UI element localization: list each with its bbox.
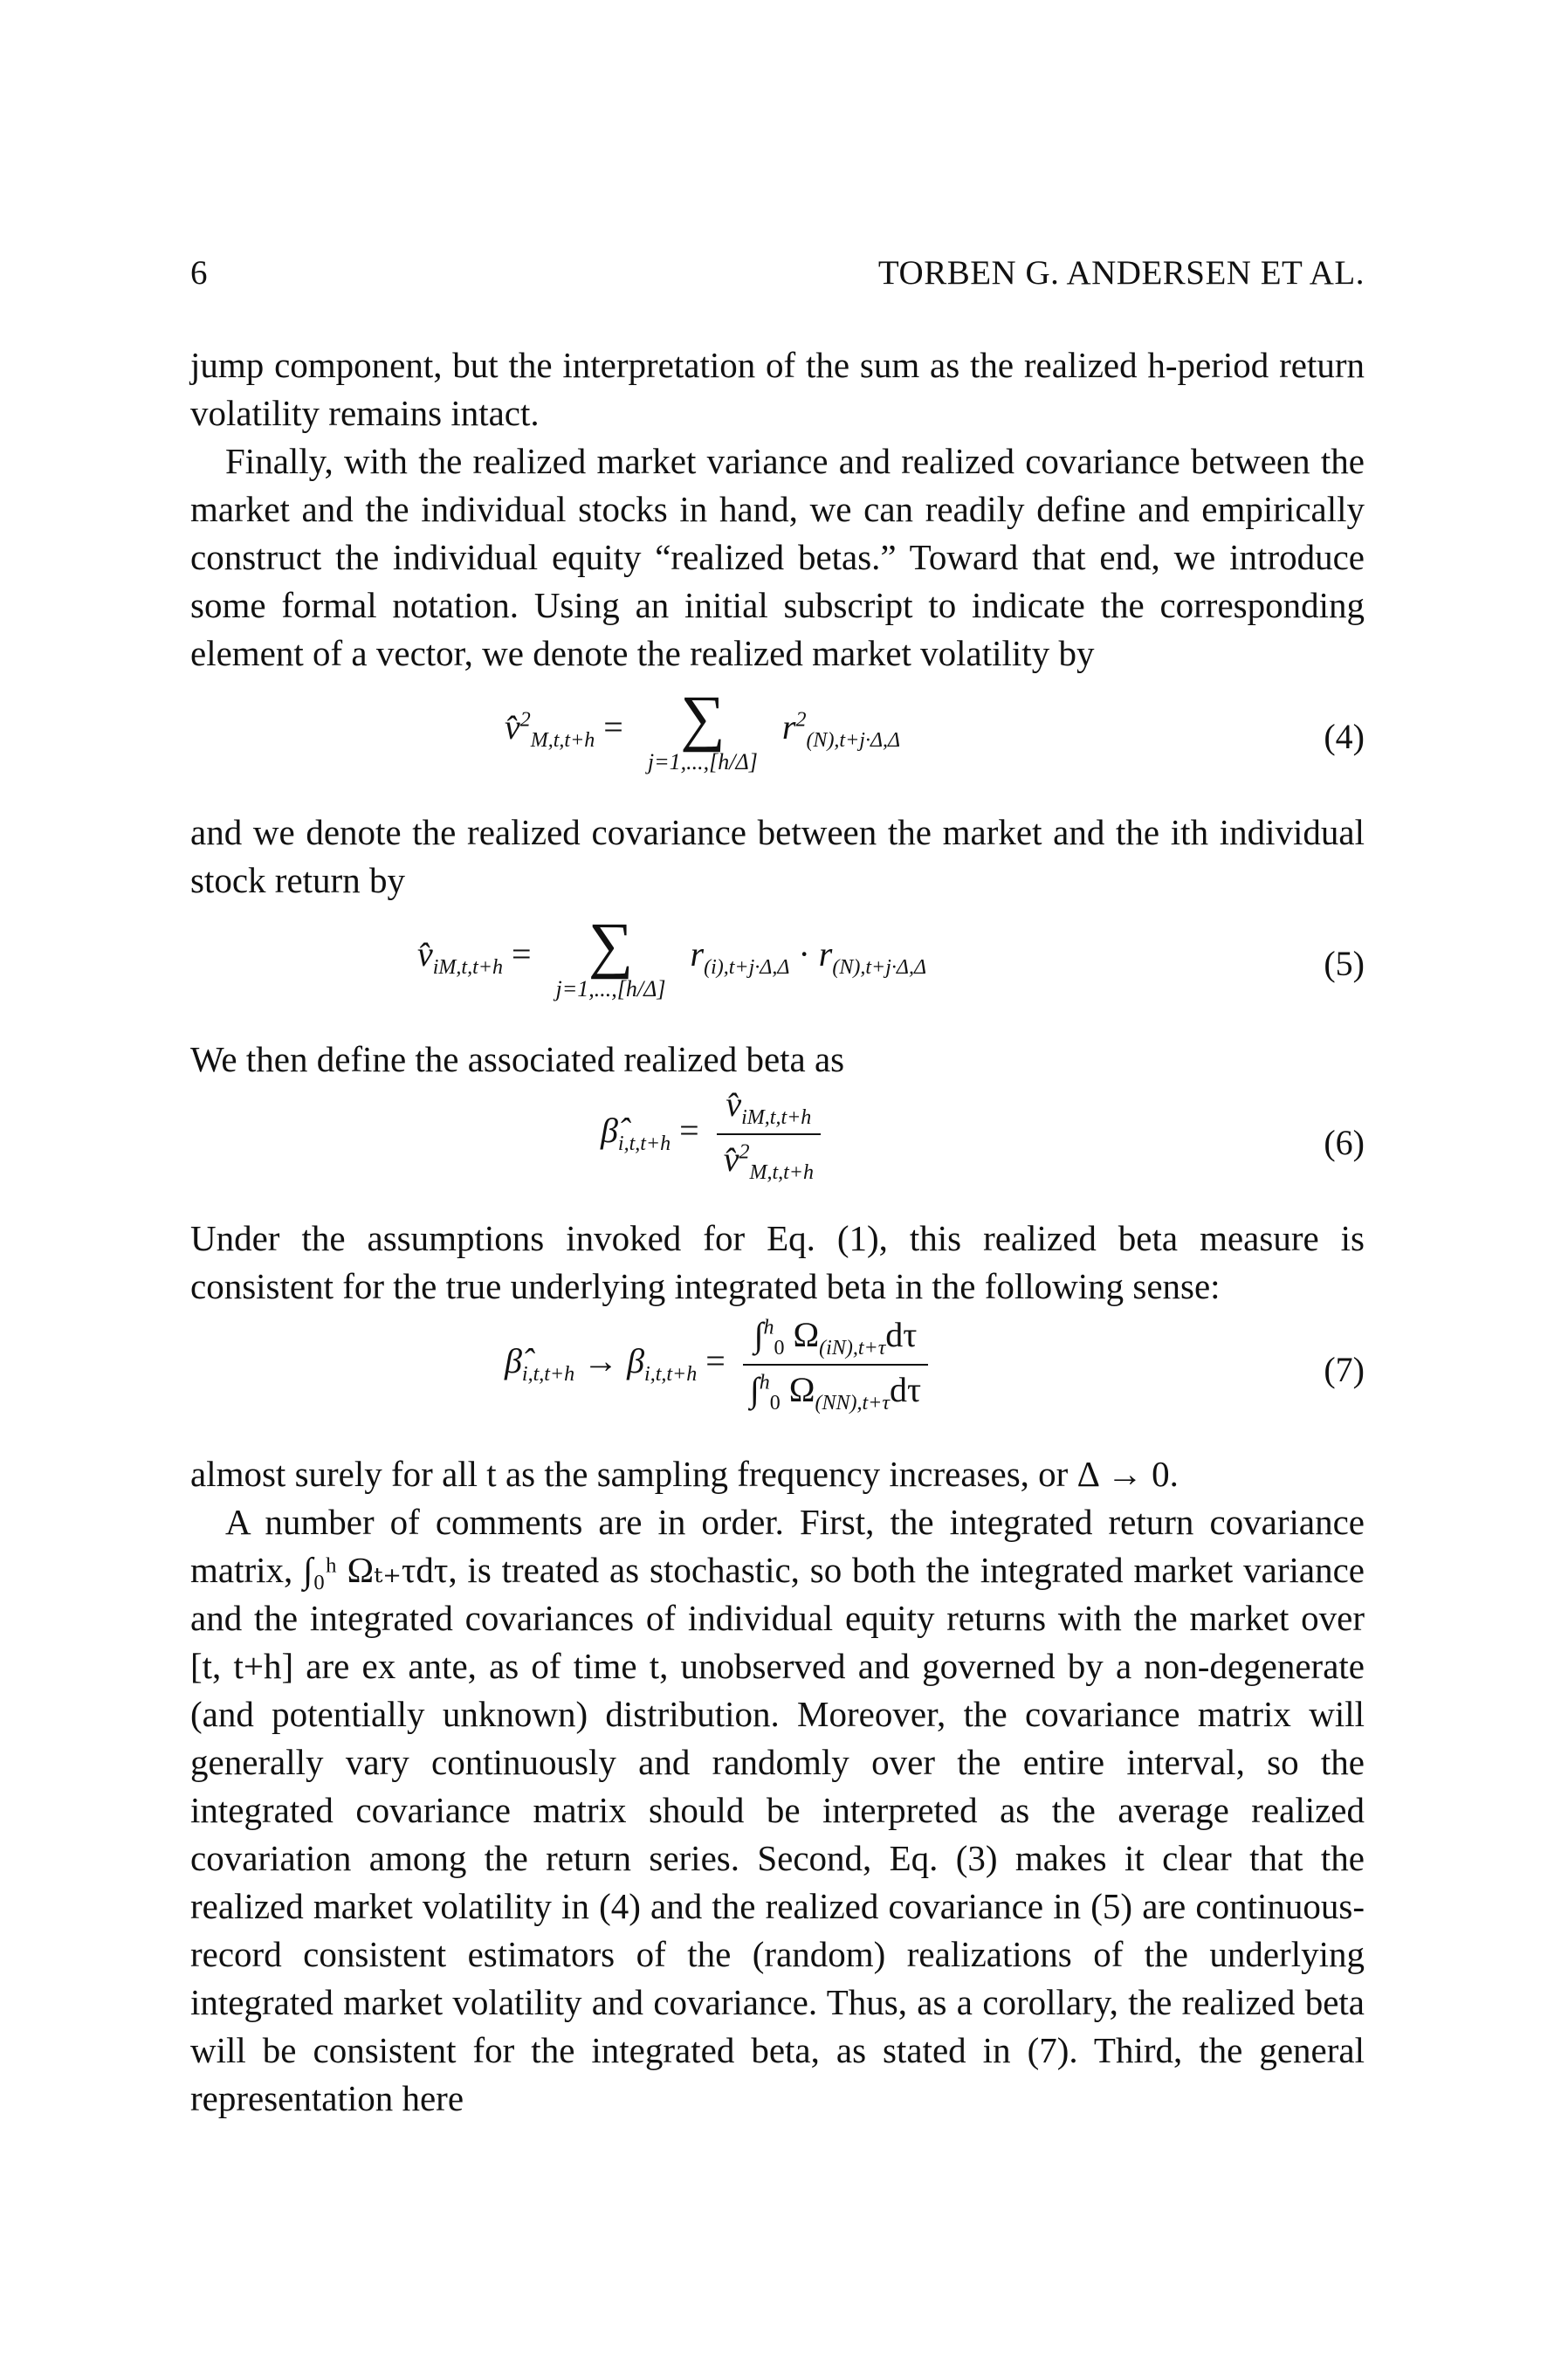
equation-6-number: (6) [1324,1123,1365,1162]
eq5-dot: · [798,934,810,974]
paragraph-5: Under the assumptions invoked for Eq. (1), this realized beta measure is consistent for the true underlying integrated beta in the following sense: [190,1218,1365,1306]
paragraph-1: jump component, but the interpretation of the sum as the realized h-period return volatility remains intact. [190,345,1365,433]
equation-6 [190,1084,1365,1215]
equation-7-number: (7) [1324,1350,1365,1389]
eq5-term1: $r_{(i),t+j\cdot\Delta,\Delta}$ [690,934,790,980]
equation-7 [190,1311,1365,1450]
equation-5 [190,905,1365,1036]
eq4-sum: ∑ j=1,...,[h/Δ] [647,683,758,774]
eq4-lhs: v̂$^2_{M,t,t+h}$ [505,707,595,753]
eq7-arrow: → [583,1341,619,1381]
equation-4-body [505,683,901,775]
eq6-numerator: $v̂_{iM,t,t+h}$ [717,1084,821,1135]
paper-page [190,253,1365,2123]
eq5-equals: = [511,934,532,974]
eq7-denominator: ∫$^h_0$ $\Omega_{(NN),t+\tau}d\tau$ [749,1370,922,1415]
equation-4 [190,678,1365,809]
equation-6-body [601,1084,829,1185]
running-title: TORBEN G. ANDERSEN ET AL. [877,254,1365,292]
eq7-fraction [743,1314,928,1415]
paragraph-7: A number of comments are in order. First, the integrated return covariance matrix, ∫₀ʰ Ωₜ₊τdτ, is treated as stochastic, so both the integrated market variance and the integrated covariances of individual equity returns with the market over [t, t+h] are ex ante, as of time t, unobserved and governed by a non-degenerate (and potentially unknown) distribution. Moreover, the covariance matrix will generally vary continuously and randomly over the entire interval, so the integrated covariance matrix should be interpreted as the average realized covariation among the return series. Second, Eq. (3) makes it clear that the realized market volatility in (4) and the realized covariance in (5) are continuous-record consistent estimators of the (random) realizations of the underlying integrated market volatility and covariance. Thus, as a corollary, the realized beta will be consistent for the integrated beta, as stated in (7). Third, the general representation here [190,1502,1365,2118]
eq7-numerator: ∫$^h_0$ $\Omega_{(iN),t+\tau}d\tau$ [743,1314,928,1366]
paragraph-4: We then define the associated realized beta as [190,1039,845,1079]
eq7-mid: $\beta_{i,t,t+h}$ [627,1341,698,1387]
eq7-equals: = [705,1341,726,1381]
eq4-term: $r^2_{(N),t+j\cdot\Delta,\Delta}$ [781,707,901,753]
paragraph-3: and we denote the realized covariance between the market and the ith individual stock return by [190,812,1365,900]
running-header [190,253,1365,293]
eq5-term2: $r_{(N),t+j\cdot\Delta,\Delta}$ [818,934,927,980]
page-number: 6 [190,254,208,292]
paragraph-6: almost surely for all t as the sampling frequency increases, or Δ → 0. [190,1454,1179,1494]
equation-4-number: (4) [1324,717,1365,756]
equation-5-body [417,910,927,1002]
eq6-denominator: v̂$^2_{M,t,t+h}$ [723,1139,814,1184]
equation-7-body [505,1314,937,1415]
eq6-lhs: $\betâ_{i,t,t+h}$ [601,1111,671,1156]
eq4-equals: = [603,707,623,747]
eq7-lhs: $\betâ_{i,t,t+h}$ [505,1341,575,1387]
eq6-fraction [717,1084,821,1185]
eq5-sum: ∑ j=1,...,[h/Δ] [555,910,666,1002]
eq6-equals: = [679,1111,699,1151]
equation-5-number: (5) [1324,944,1365,983]
paragraph-2: Finally, with the realized market variance and realized covariance between the market and the individual stocks in hand, we can readily define and empirically construct the individual equity “realized betas.” Toward that end, we introduce some formal notation. Using an initial subscript to indicate the corresponding element of a vector, we denote the realized market volatility by [190,441,1365,673]
eq5-lhs: $v̂_{iM,t,t+h}$ [417,934,503,980]
